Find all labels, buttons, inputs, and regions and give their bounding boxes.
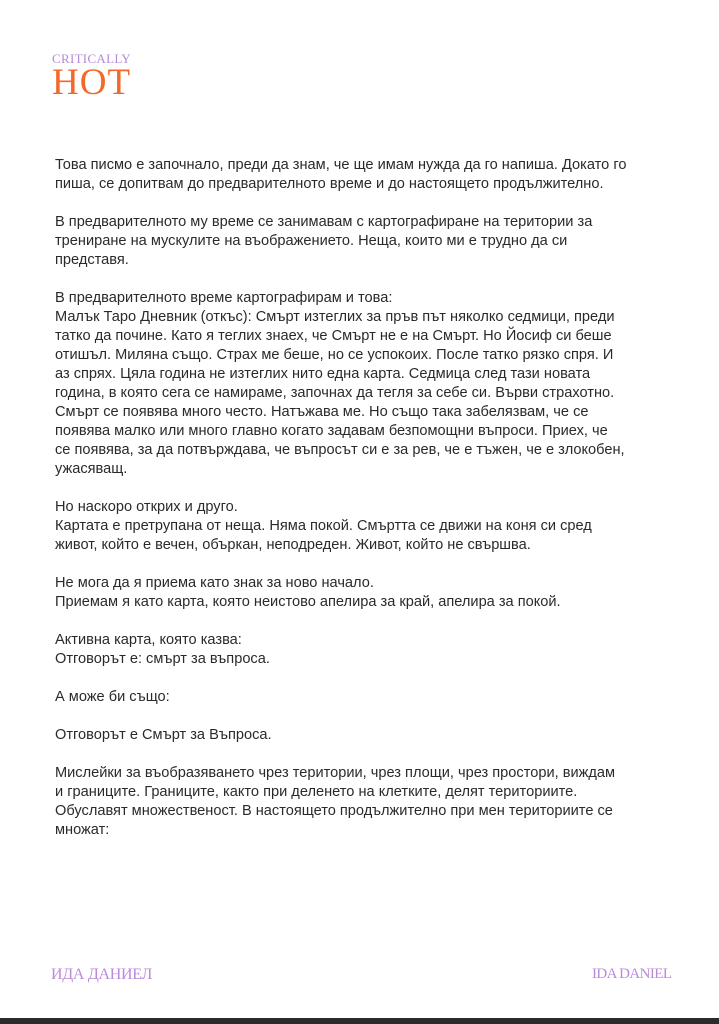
paragraph — [55, 289, 695, 479]
text-line: Това писмо е започнало, преди да знам, че ще имам нужда да го напиша. Докато го — [55, 157, 627, 173]
text-line: Приемам я като карта, която неистово апелира за край, апелира за покой. — [55, 594, 561, 610]
text-line: В предварителното време картографирам и това: — [55, 290, 393, 306]
text-line: множат: — [55, 822, 110, 838]
text-line: Отговорът е: смърт за въпроса. — [55, 651, 270, 667]
bottom-bar — [0, 1018, 719, 1024]
paragraph — [55, 574, 695, 612]
logo-line-hot: HOT — [52, 62, 132, 103]
text-line: Картата е претрупана от неща. Няма покой. Смъртта се движи на коня си сред — [55, 518, 592, 534]
text-line: Но наскоро открих и друго. — [55, 499, 238, 515]
text-line: се появява, за да потвърждава, че въпросът си е за рев, че е тъжен, че е злокобен, — [55, 442, 625, 458]
text-line: и границите. Границите, както при деленето на клетките, делят териториите. — [55, 784, 578, 800]
text-line: Малък Таро Дневник (откъс): Смърт изтеглих за пръв път няколко седмици, преди — [55, 309, 615, 325]
logo — [52, 52, 131, 101]
text-line: Мислейки за въобразяването чрез територии, чрез площи, чрез простори, виждам — [55, 765, 616, 781]
paragraph — [55, 631, 695, 669]
text-line: аз спрях. Цяла година не изтеглих нито една карта. Седмица след тази новата — [55, 366, 591, 382]
text-line: Обуславят множественост. В настоящето продължително при мен териториите се — [55, 803, 613, 819]
text-line: Активна карта, която казва: — [55, 632, 242, 648]
text-line: трениране на мускулите на въображението. Неща, които ми е трудно да си — [55, 233, 568, 249]
text-line: живот, който е вечен, объркан, неподреден. Живот, който не свършва. — [55, 537, 531, 553]
text-line: Не мога да я приема като знак за ново начало. — [55, 575, 374, 591]
text-line: Отговорът е Смърт за Въпроса. — [55, 727, 272, 743]
footer-author-cyrillic: ИДА ДАНИЕЛ — [51, 966, 153, 983]
text-line: появява малко или много главно когато задавам безпомощни въпроси. Приех, че — [55, 423, 608, 439]
paragraph — [55, 688, 695, 707]
paragraph — [55, 764, 695, 840]
text-line: представя. — [55, 252, 129, 268]
logo-line-critically: CRITICALLY — [52, 51, 131, 66]
paragraph — [55, 156, 695, 194]
text-line: пиша, се допитвам до предварителното време и до настоящето продължително. — [55, 176, 604, 192]
text-line: отишъл. Миляна също. Страх ме беше, но се успокоих. После татко рязко спря. И — [55, 347, 614, 363]
text-line: А може би също: — [55, 689, 170, 705]
text-line: ужасяващ. — [55, 461, 128, 477]
text-line: В предварителното му време се занимавам с картографиране на територии за — [55, 214, 593, 230]
paragraph — [55, 726, 695, 745]
paragraph — [55, 213, 695, 270]
footer-author-latin: IDA DANIEL — [592, 966, 672, 982]
document-body — [55, 156, 695, 859]
text-line: година, в която сега се намираме, започнах да тегля за себе си. Върви страхотно. — [55, 385, 615, 401]
paragraph — [55, 498, 695, 555]
text-line: татко да почине. Като я теглих знаех, че Смърт не е на Смърт. Но Йосиф си беше — [55, 328, 612, 344]
text-line: Смърт се появява много често. Натъжава ме. Но също така забелязвам, че се — [55, 404, 589, 420]
